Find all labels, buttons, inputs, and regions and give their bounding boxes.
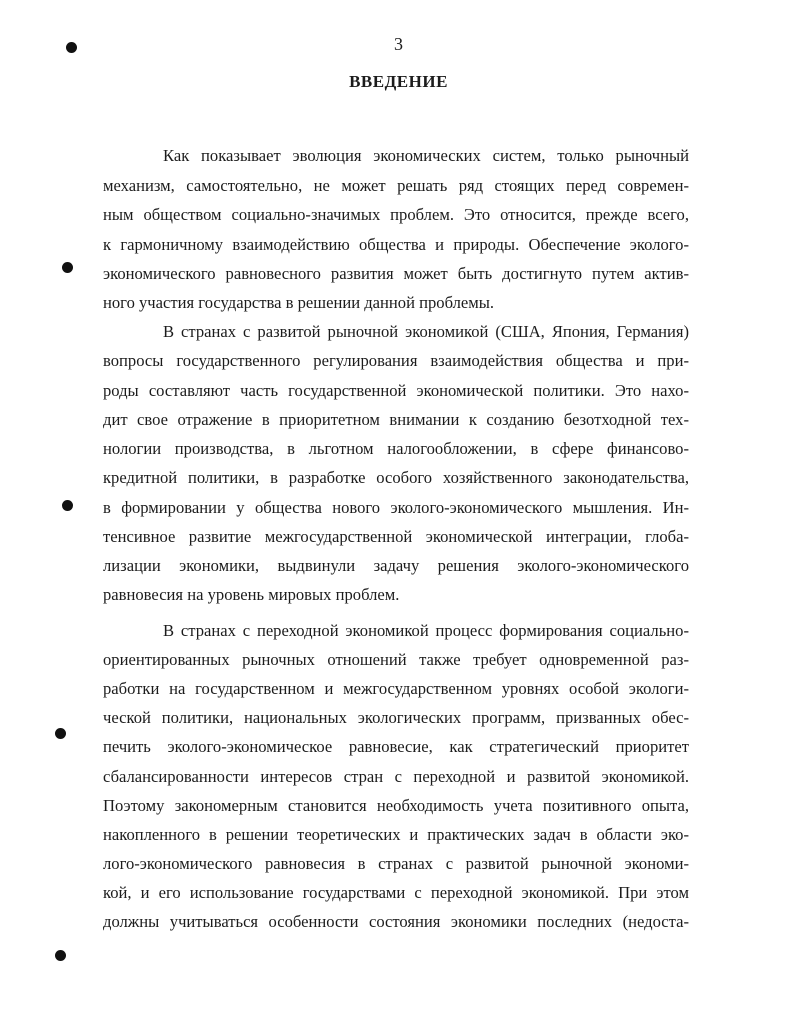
paragraph-2-line: нологии производства, в льготном налогообложении, в сфере финансово- (103, 439, 689, 458)
paragraph-1-line: к гармоничному взаимодействию общества и природы. Обеспечение эколого- (103, 235, 689, 254)
paragraph-2-line: дит свое отражение в приоритетном внимании к созданию безотходной тех- (103, 410, 689, 429)
paragraph-3-line: должны учитываться особенности состояния экономики последних (недоста- (103, 912, 689, 931)
paragraph-3-line: Поэтому закономерным становится необходимость учета позитивного опыта, (103, 796, 689, 815)
paragraph-1-line: Как показывает эволюция экономических систем, только рыночный (163, 146, 689, 165)
binding-hole-mark (55, 950, 66, 961)
paragraph-1-line: механизм, самостоятельно, не может решать ряд стоящих перед современ- (103, 176, 689, 195)
paragraph-2-line: роды составляют часть государственной экономической политики. Это нахо- (103, 381, 689, 400)
paragraph-2-line: кредитной политики, в разработке особого хозяйственного законодательства, (103, 468, 689, 487)
paragraph-2-line: В странах с развитой рыночной экономикой (США, Япония, Германия) (163, 322, 689, 341)
paragraph-2-line: равновесия на уровень мировых проблем. (103, 585, 400, 604)
binding-hole-mark (55, 728, 66, 739)
paragraph-2-line: лизации экономики, выдвинули задачу решения эколого-экономического (103, 556, 689, 575)
paragraph-3-line: лого-экономического равновесия в странах с развитой рыночной экономи- (103, 854, 689, 873)
paragraph-3-line: печить эколого-экономическое равновесие, как стратегический приоритет (103, 737, 689, 756)
binding-hole-mark (62, 262, 73, 273)
paragraph-2-line: тенсивное развитие межгосударственной экономической интеграции, глоба- (103, 527, 689, 546)
paragraph-3-line: ориентированных рыночных отношений также требует одновременной раз- (103, 650, 689, 669)
paragraph-3-line: работки на государственном и межгосударственном уровнях особой экологи- (103, 679, 689, 698)
paragraph-1-line: ным обществом социально-значимых проблем. Это относится, прежде всего, (103, 205, 689, 224)
paragraph-3-line: сбалансированности интересов стран с переходной и развитой экономикой. (103, 767, 689, 786)
binding-hole-mark (62, 500, 73, 511)
paragraph-2-line: вопросы государственного регулирования взаимодействия общества и при- (103, 351, 689, 370)
paragraph-2-line: в формировании у общества нового эколого-экономического мышления. Ин- (103, 498, 689, 517)
paragraph-3-line: кой, и его использование государствами с переходной экономикой. При этом (103, 883, 689, 902)
paragraph-1-line: ного участия государства в решении данной проблемы. (103, 293, 495, 312)
paragraph-3-line: ческой политики, национальных экологических программ, призванных обес- (103, 708, 689, 727)
paragraph-1-line: экономического равновесного развития может быть достигнуто путем актив- (103, 264, 689, 283)
paragraph-3-line: В странах с переходной экономикой процесс формирования социально- (163, 621, 689, 640)
paragraph-3-line: накопленного в решении теоретических и практических задач в области эко- (103, 825, 689, 844)
page-number: 3 (394, 34, 403, 54)
section-title: ВВЕДЕНИЕ (349, 72, 448, 91)
